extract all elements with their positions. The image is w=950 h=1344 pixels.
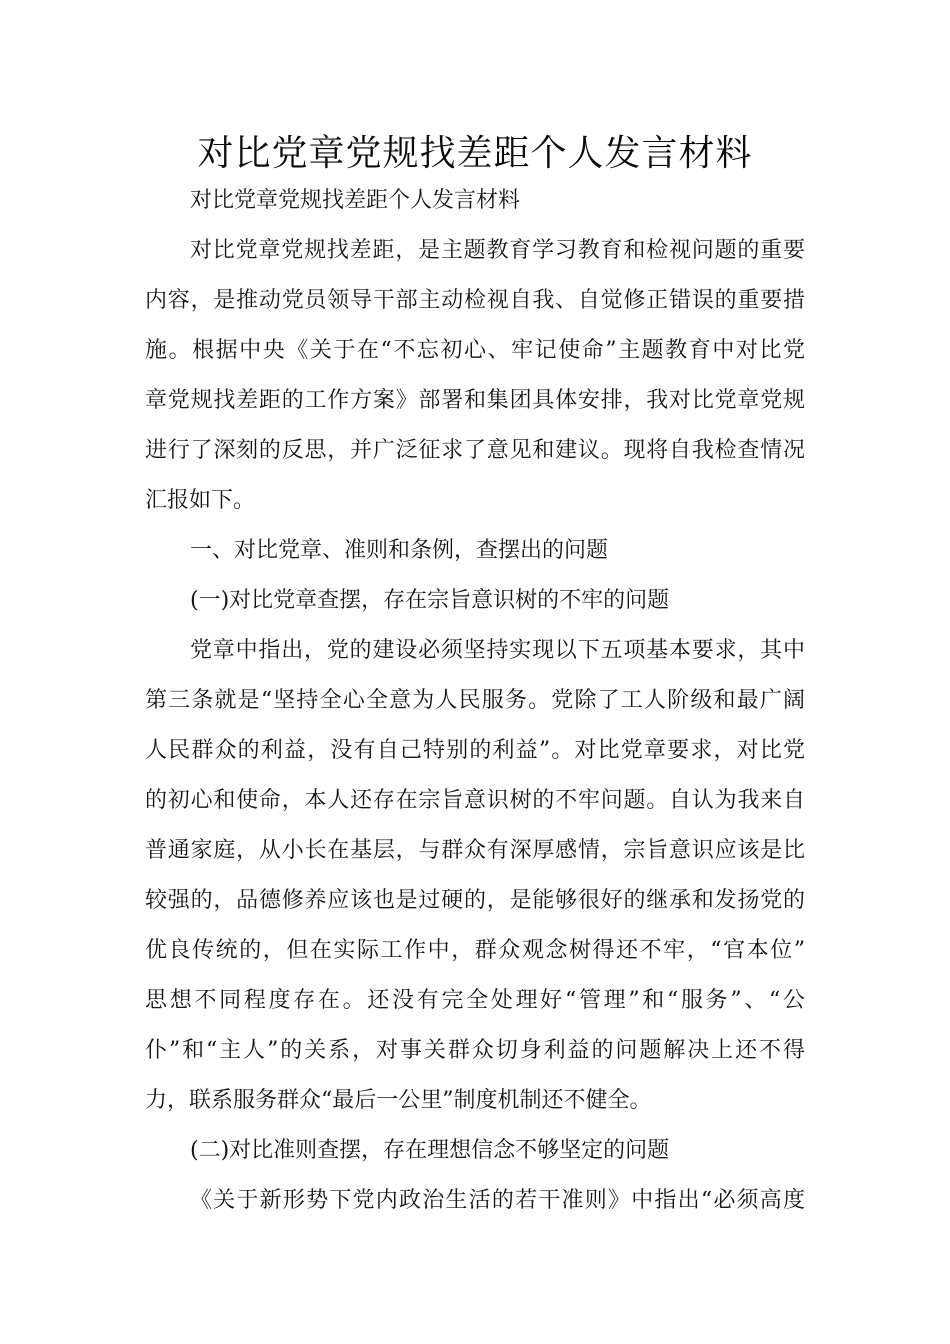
paragraph-line: 对比党章党规找差距，是主题教育学习教育和检视问题的重要 [190,238,805,263]
document-title: 对比党章党规找差距个人发言材料 [197,133,753,174]
paragraph-line: 优良传统的，但在实际工作中，群众观念树得还不牢，“官本位” [145,938,805,963]
section-heading: 一、对比党章、准则和条例，查摆出的问题 [190,538,609,563]
paragraph-line: 章党规找差距的工作方案》部署和集团具体安排，我对比党章党规 [145,388,805,413]
paragraph-line: 党章中指出，党的建设必须坚持实现以下五项基本要求，其中 [190,638,805,663]
paragraph-line: 《关于新形势下党内政治生活的若干准则》中指出“必须高度 [190,1188,805,1213]
paragraph-line: 汇报如下。 [145,488,256,513]
paragraph-line: 仆”和“主人”的关系，对事关群众切身利益的问题解决上还不得 [145,1038,805,1063]
paragraph-line: 第三条就是“坚持全心全意为人民服务。党除了工人阶级和最广阔 [145,688,805,713]
paragraph-line: 力，联系服务群众“最后一公里”制度机制还不健全。 [145,1088,652,1113]
paragraph-line: 内容，是推动党员领导干部主动检视自我、自觉修正错误的重要措 [145,288,805,313]
subtitle-line: 对比党章党规找差距个人发言材料 [190,188,521,213]
paragraph-line: 普通家庭，从小长在基层，与群众有深厚感情，宗旨意识应该是比 [145,838,805,863]
subsection-heading: (二)对比准则查摆，存在理想信念不够坚定的问题 [190,1138,670,1163]
paragraph-line: 的初心和使命，本人还存在宗旨意识树的不牢问题。自认为我来自 [145,788,805,813]
paragraph-line: 人民群众的利益，没有自己特别的利益”。对比党章要求，对比党 [145,738,805,763]
paragraph-line: 思想不同程度存在。还没有完全处理好“管理”和“服务”、“公 [145,988,805,1013]
subsection-heading: (一)对比党章查摆，存在宗旨意识树的不牢的问题 [190,588,670,613]
paragraph-line: 较强的，品德修养应该也是过硬的，是能够很好的继承和发扬党的 [145,888,805,913]
paragraph-line: 施。根据中央《关于在“不忘初心、牢记使命”主题教育中对比党 [145,338,805,363]
paragraph-line: 进行了深刻的反思，并广泛征求了意见和建议。现将自我检查情况 [145,438,805,463]
